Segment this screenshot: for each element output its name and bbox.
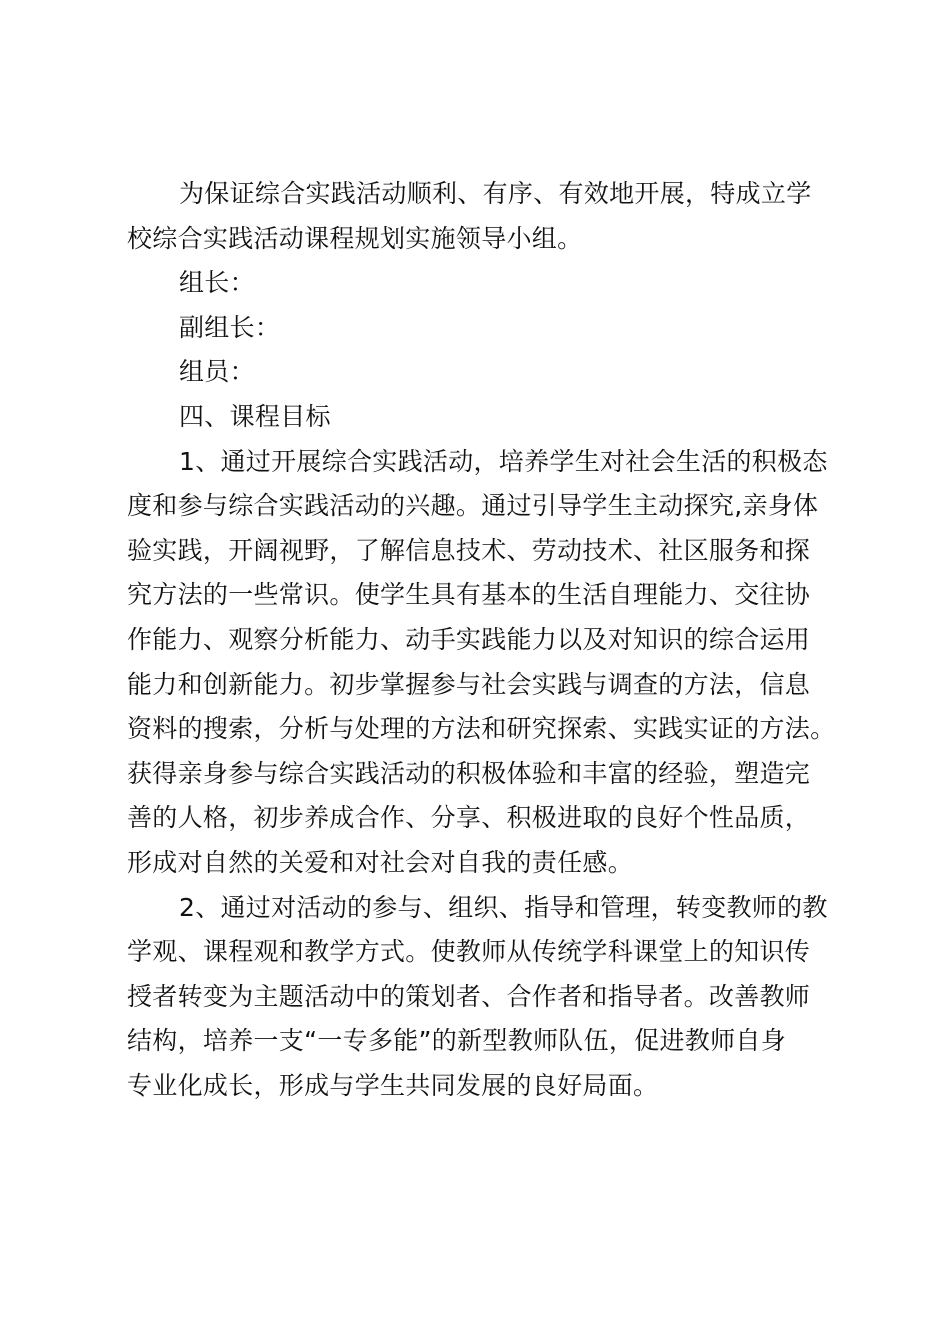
document-body	[127, 172, 837, 1108]
goal1-line: 善的人格，初步养成合作、分享、积极进取的良好个性品质，	[127, 803, 811, 833]
intro-line-2: 校综合实践活动课程规划实施领导小组。	[127, 223, 583, 253]
goal2-line: 2、通过对活动的参与、组织、指导和管理，转变教师的教	[179, 892, 828, 922]
goal2-line: 专业化成长，形成与学生共同发展的良好局面。	[127, 1070, 659, 1100]
leader-label: 组长：	[179, 268, 255, 298]
goal1-line: 度和参与综合实践活动的兴趣。通过引导学生主动探究,亲身体	[127, 491, 819, 521]
goal1-line: 能力和创新能力。初步掌握参与社会实践与调查的方法，信息	[127, 669, 811, 699]
goal1-line: 资料的搜索，分析与处理的方法和研究探索、实践实证的方法。	[127, 714, 836, 744]
member-label: 组员：	[179, 357, 255, 387]
goal2-line: 结构，培养一支“一专多能”的新型教师队伍，促进教师自身	[127, 1026, 787, 1056]
goal1-line: 1、通过开展综合实践活动，培养学生对社会生活的积极态	[179, 446, 828, 476]
goal1-line: 形成对自然的关爱和对社会对自我的责任感。	[127, 847, 634, 877]
goal2-line: 学观、课程观和教学方式。使教师从传统学科课堂上的知识传	[127, 937, 811, 967]
section-heading: 四、课程目标	[179, 401, 331, 431]
goal1-line: 作能力、观察分析能力、动手实践能力以及对知识的综合运用	[127, 624, 811, 654]
goal1-line: 获得亲身参与综合实践活动的积极体验和丰富的经验，塑造完	[127, 758, 811, 788]
intro-line-1: 为保证综合实践活动顺利、有序、有效地开展，特成立学	[179, 179, 812, 208]
goal2-line: 授者转变为主题活动中的策划者、合作者和指导者。改善教师	[127, 981, 811, 1011]
vice-leader-label: 副组长：	[179, 312, 281, 342]
goal1-line: 验实践，开阔视野，了解信息技术、劳动技术、社区服务和探	[127, 535, 811, 565]
goal1-line: 究方法的一些常识。使学生具有基本的生活自理能力、交往协	[127, 580, 811, 610]
